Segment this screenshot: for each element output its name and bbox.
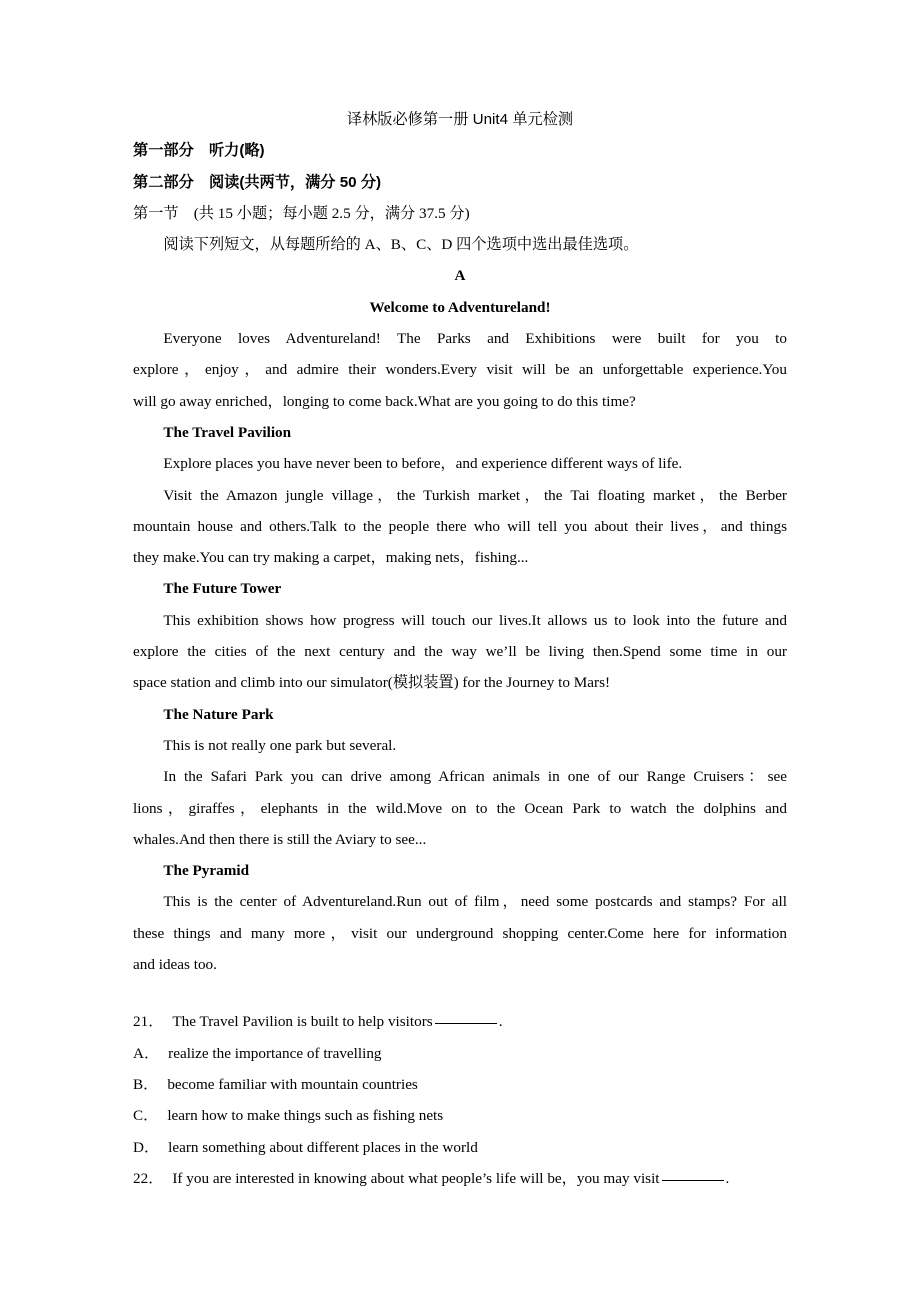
- subheading-future-tower: The Future Tower: [163, 580, 282, 598]
- option-text: realize the importance of travelling: [168, 1044, 382, 1062]
- pyramid-paragraph: [133, 886, 787, 980]
- paragraph-line: explore，enjoy，and admire their wonders.Every visit will be an unforgettable experience.You: [133, 361, 787, 379]
- future-tower-paragraph: [133, 605, 787, 699]
- paragraph-line: Everyone loves Adventureland! The Parks and Exhibitions were built for you to: [163, 330, 787, 348]
- paragraph-line: they make.You can try making a carpet，making nets，fishing...: [133, 549, 529, 567]
- question-22-stem-text: If you are interested in knowing about what people’s life will be，you may visit: [172, 1169, 660, 1187]
- document-page: [133, 0, 787, 1302]
- paragraph-line: and ideas too.: [133, 956, 217, 974]
- paragraph-line: This exhibition shows how progress will touch our lives.It allows us to look into the future and: [163, 611, 787, 629]
- travel-pavilion-paragraph-1: Explore places you have never been to before，and experience different ways of life.: [163, 455, 683, 473]
- paragraph-line: mountain house and others.Talk to the people there who will tell you about their lives，and things: [133, 517, 787, 535]
- nature-park-paragraph-1: This is not really one park but several.: [163, 736, 397, 754]
- option-text: learn something about different places in the world: [168, 1138, 478, 1156]
- part-one-heading: 第一部分 听力(略): [133, 142, 265, 160]
- paragraph-line: Visit the Amazon jungle village，the Turkish market，the Tai floating market，the Berber: [163, 486, 787, 504]
- question-22-number: 22．: [133, 1169, 164, 1187]
- question-21-answer-blank[interactable]: [435, 1023, 497, 1024]
- part-two-heading: 第二部分 阅读(共两节，满分 50 分): [133, 173, 382, 191]
- option-text: learn how to make things such as fishing nets: [167, 1107, 444, 1125]
- question-21-stem: [133, 1006, 787, 1037]
- paragraph-line: lions，giraffes，elephants in the wild.Move on to the Ocean Park to watch the dolphins and: [133, 799, 787, 817]
- subheading-nature-park: The Nature Park: [163, 705, 274, 723]
- section-one-heading: 第一节 (共 15 小题；每小题 2.5 分，满分 37.5 分): [133, 204, 470, 222]
- option-label: C．: [133, 1107, 159, 1125]
- question-21-option-a[interactable]: [133, 1038, 787, 1069]
- top-spacer: [133, 0, 787, 104]
- question-22-stem: [133, 1163, 787, 1194]
- nature-park-paragraph-2: [133, 761, 787, 855]
- paragraph-line: whales.And then there is still the Aviary to see...: [133, 830, 427, 848]
- paragraph-line: will go away enriched，longing to come back.What are you going to do this time?: [133, 392, 636, 410]
- paragraph-line: these things and many more，visit our underground shopping center.Come here for information: [133, 924, 787, 942]
- question-21-option-b[interactable]: [133, 1069, 787, 1100]
- option-label: B．: [133, 1075, 159, 1093]
- option-text: become familiar with mountain countries: [167, 1075, 418, 1093]
- subheading-pyramid: The Pyramid: [163, 862, 250, 880]
- question-21-stem-text: The Travel Pavilion is built to help visitors: [172, 1013, 433, 1031]
- paragraph-line: In the Safari Park you can drive among African animals in one of our Range Cruisers：see: [163, 768, 787, 786]
- paragraph-line: explore the cities of the next century and the way we’ll be living then.Spend some time in our: [133, 643, 787, 661]
- question-21-option-c[interactable]: [133, 1100, 787, 1131]
- travel-pavilion-paragraph-2: [133, 480, 787, 574]
- passage-heading: Welcome to Adventureland!: [369, 298, 551, 316]
- question-21-number: 21．: [133, 1013, 164, 1031]
- question-22-stem-tail: .: [725, 1169, 730, 1187]
- question-21-stem-tail: .: [498, 1013, 503, 1031]
- passage-intro-paragraph: [133, 323, 787, 417]
- page-title: 译林版必修第一册 Unit4 单元检测: [346, 111, 574, 128]
- paragraph-line: This is the center of Adventureland.Run out of film，need some postcards and stamps? For all: [163, 893, 787, 911]
- question-21-option-d[interactable]: [133, 1132, 787, 1163]
- subheading-travel-pavilion: The Travel Pavilion: [163, 423, 292, 441]
- passage-letter: A: [454, 267, 466, 285]
- paragraph-line: space station and climb into our simulator(模拟装置) for the Journey to Mars!: [133, 674, 611, 692]
- instruction-text: 阅读下列短文，从每题所给的 A、B、C、D 四个选项中选出最佳选项。: [163, 236, 639, 254]
- option-label: A．: [133, 1044, 160, 1062]
- option-label: D．: [133, 1138, 160, 1156]
- question-22-answer-blank[interactable]: [662, 1180, 724, 1181]
- questions-spacer: [133, 980, 787, 1006]
